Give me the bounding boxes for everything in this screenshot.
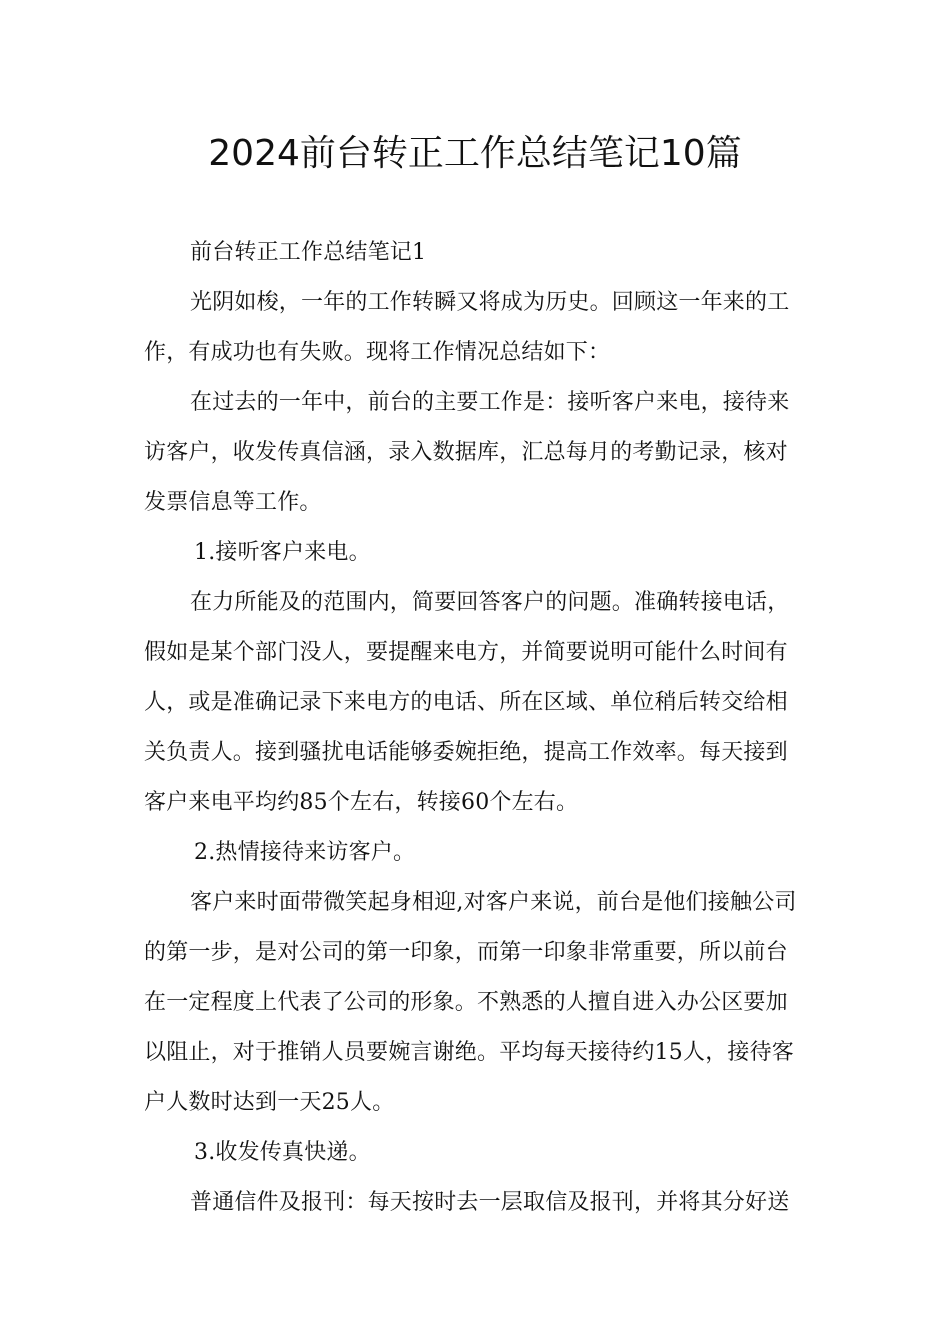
paragraph-line: 访客户，收发传真信涵，录入数据库，汇总每月的考勤记录，核对 — [144, 440, 788, 465]
paragraph-line: 的第一步，是对公司的第一印象，而第一印象非常重要，所以前台 — [144, 940, 788, 965]
paragraph-line: 户人数时达到一天25人。 — [144, 1090, 395, 1115]
paragraph-line: 在一定程度上代表了公司的形象。不熟悉的人擅自进入办公区要加 — [144, 990, 788, 1015]
section-heading: 前台转正工作总结笔记1 — [190, 240, 427, 265]
paragraph-line: 人，或是准确记录下来电方的电话、所在区域、单位稍后转交给相 — [144, 690, 788, 715]
list-heading: 3.收发传真快递。 — [194, 1140, 371, 1165]
paragraph-line: 发票信息等工作。 — [144, 490, 322, 515]
list-heading: 2.热情接待来访客户。 — [194, 840, 416, 865]
paragraph-line: 客户来时面带微笑起身相迎,对客户来说，前台是他们接触公司 — [190, 890, 797, 915]
paragraph-line: 普通信件及报刊：每天按时去一层取信及报刊，并将其分好送 — [190, 1190, 790, 1215]
paragraph-line: 假如是某个部门没人，要提醒来电方，并简要说明可能什么时间有 — [144, 640, 788, 665]
list-heading: 1.接听客户来电。 — [194, 540, 371, 565]
paragraph-line: 以阻止，对于推销人员要婉言谢绝。平均每天接待约15人，接待客 — [144, 1040, 794, 1065]
paragraph-line: 客户来电平均约85个左右，转接60个左右。 — [144, 790, 579, 815]
paragraph-line: 光阴如梭，一年的工作转瞬又将成为历史。回顾这一年来的工 — [190, 290, 790, 315]
paragraph-line: 在力所能及的范围内，简要回答客户的问题。准确转接电话， — [190, 590, 790, 615]
paragraph-line: 在过去的一年中，前台的主要工作是：接听客户来电，接待来 — [190, 390, 790, 415]
document-title: 2024前台转正工作总结笔记10篇 — [208, 133, 742, 174]
paragraph-line: 作，有成功也有失败。现将工作情况总结如下： — [144, 340, 611, 365]
document-body — [144, 228, 808, 1228]
paragraph-line: 关负责人。接到骚扰电话能够委婉拒绝，提高工作效率。每天接到 — [144, 740, 788, 765]
